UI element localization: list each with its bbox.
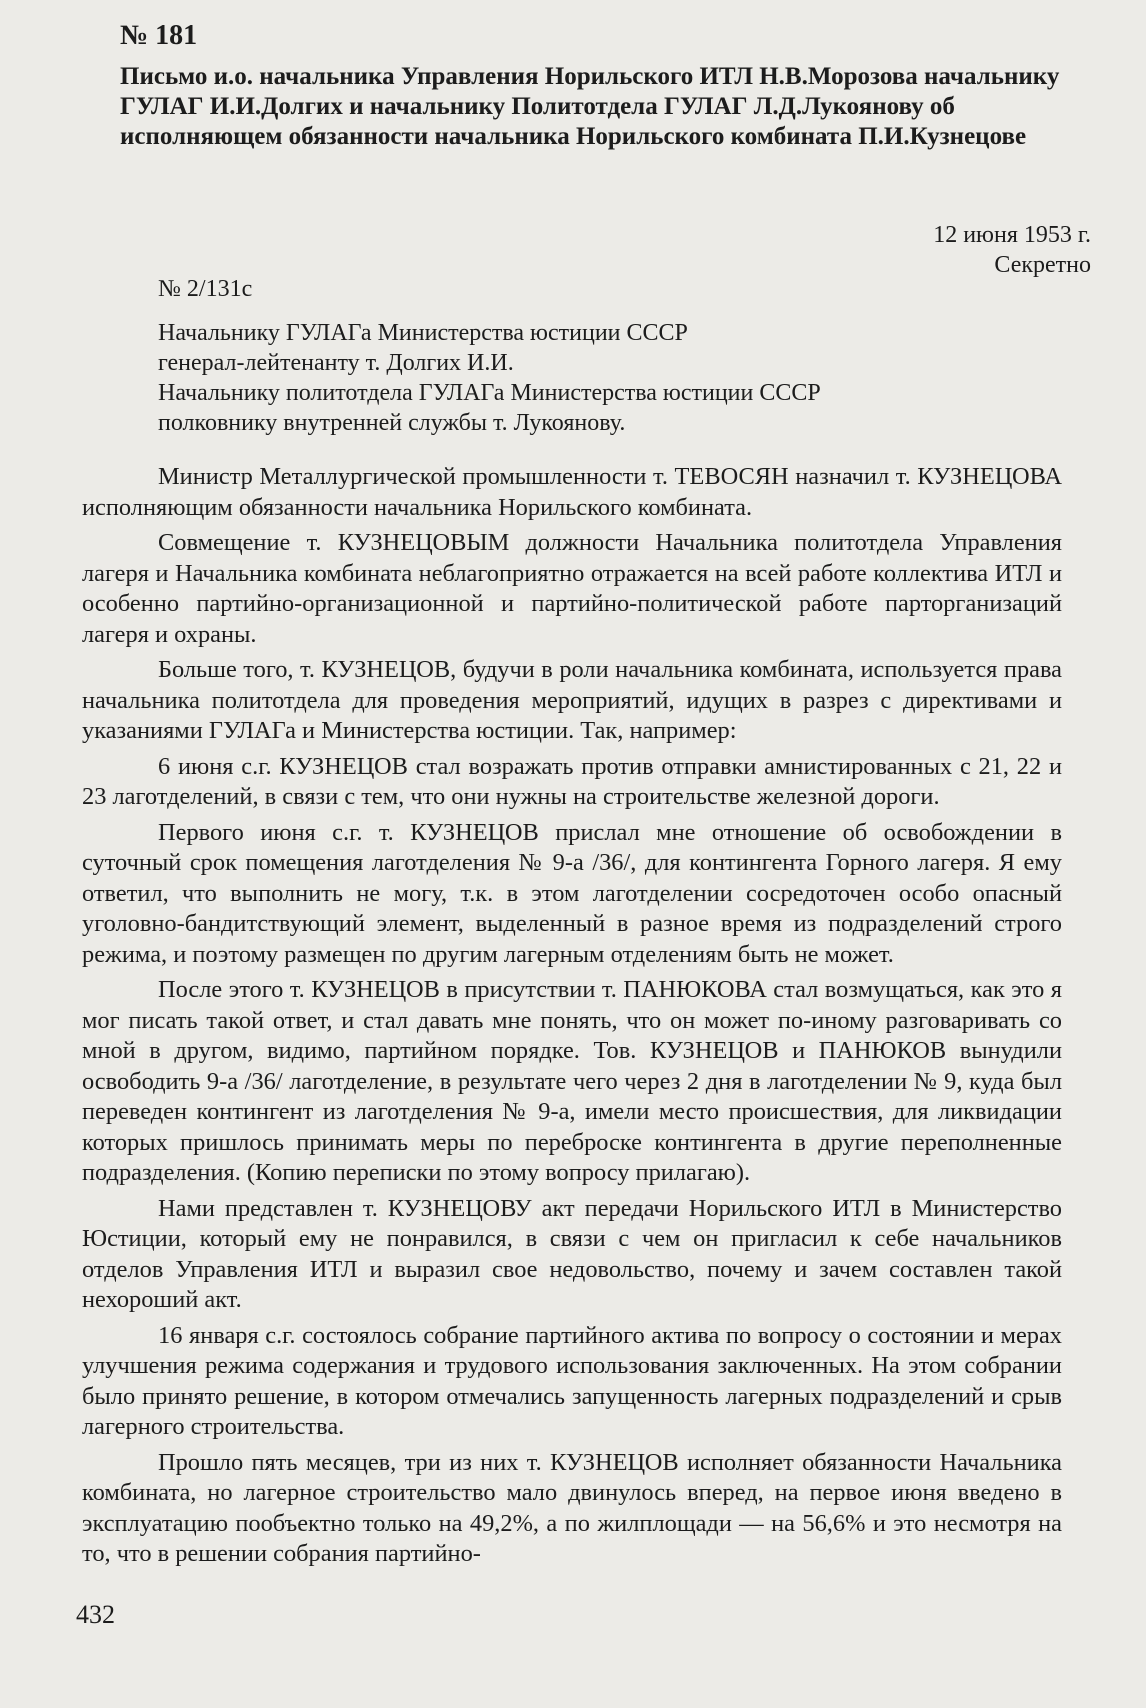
- addressee-line: Начальнику политотдела ГУЛАГа Министерства юстиции СССР: [158, 380, 821, 406]
- reference-number: № 2/131с: [158, 276, 253, 302]
- addressee-line: Начальнику ГУЛАГа Министерства юстиции СССР: [158, 320, 688, 346]
- addressee-line: генерал-лейтенанту т. Долгих И.И.: [158, 350, 514, 376]
- body-paragraph: 16 января с.г. состоялось собрание партийного актива по вопросу о состоянии и мерах улучшения режима содержания и трудового использования заключенных. На этом собрании было принято решение, в котором отмечались запущенность лагерных подразделений и срыв лагерного строительства.: [82, 1321, 1062, 1440]
- body-paragraph: 6 июня с.г. КУЗНЕЦОВ стал возражать против отправки амнистированных с 21, 22 и 23 лаготделений, в связи с тем, что они нужны на строительстве железной дороги.: [82, 752, 1062, 810]
- body-paragraph: Нами представлен т. КУЗНЕЦОВУ акт передачи Норильского ИТЛ в Министерство Юстиции, который ему не понравился, в связи с чем он пригласил к себе начальников отделов Управления ИТЛ и выразил свое недовольство, почему и зачем составлен такой нехороший акт.: [82, 1194, 1062, 1313]
- letter-body: [82, 462, 1062, 1575]
- page-number: 432: [76, 1600, 115, 1629]
- document-number: № 181: [120, 20, 198, 51]
- body-paragraph: Больше того, т. КУЗНЕЦОВ, будучи в роли начальника комбината, используется права начальника политотдела для проведения мероприятий, идущих в разрез с директивами и указаниями ГУЛАГа и Министерства юстиции. Так, например:: [82, 656, 1062, 744]
- body-paragraph: После этого т. КУЗНЕЦОВ в присутствии т. ПАНЮКОВА стал возмущаться, как это я мог писать такой ответ, и стал давать мне понять, что он может по-иному разговаривать со мной в другом, видимо, партийном порядке. Тов. КУЗНЕЦОВ и ПАНЮКОВ вынудили освободить 9-а /36/ лаготделение, в результате чего через 2 дня в лаготделении № 9, куда был переведен контингент из лаготделения № 9-а, имели место происшествия, для ликвидации которых пришлось принимать меры по переброске контингента в другие переполненные подразделения. (Копию переписки по этому вопросу прилагаю).: [82, 976, 1062, 1186]
- addressee-block: [158, 318, 1058, 438]
- body-paragraph: Первого июня с.г. т. КУЗНЕЦОВ прислал мне отношение об освобождении в суточный срок помещения лаготделения № 9-а /36/, для контингента Горного лагеря. Я ему ответил, что выполнить не могу, т.к. в этом лаготделении сосредоточен особо опасный уголовно-бандитствующий элемент, выделенный в разное время из подразделений строго режима, и поэтому размещен по другим лагерным отделениям быть не может.: [82, 818, 1062, 968]
- addressee-line: полковнику внутренней службы т. Лукоянову.: [158, 410, 626, 436]
- document-title: Письмо и.о. начальника Управления Норильского ИТЛ Н.В.Морозова начальнику ГУЛАГ И.И.Долгих и начальнику Политотдела ГУЛАГ Л.Д.Лукоянову об исполняющем обязанности начальника Норильского комбината П.И.Кузнецове: [120, 63, 1060, 150]
- body-paragraph: Совмещение т. КУЗНЕЦОВЫМ должности Начальника политотдела Управления лагеря и Начальника комбината неблагоприятно отражается на всей работе коллектива ИТЛ и особенно партийно-организационной и партийно-политической работе парторганизаций лагеря и охраны.: [82, 529, 1062, 648]
- classification-label: Секретно: [994, 252, 1091, 278]
- document-date: 12 июня 1953 г.: [933, 222, 1091, 248]
- body-paragraph: Прошло пять месяцев, три из них т. КУЗНЕЦОВ исполняет обязанности Начальника комбината, но лагерное строительство мало двинулось вперед, на первое июня введено в эксплуатацию пообъектно только на 49,2%, а по жилплощади — на 56,6% и это несмотря на то, что в решении собрания партийно-: [82, 1448, 1062, 1567]
- body-paragraph: Министр Металлургической промышленности т. ТЕВОСЯН назначил т. КУЗНЕЦОВА исполняющим обязанности начальника Норильского комбината.: [82, 463, 1062, 521]
